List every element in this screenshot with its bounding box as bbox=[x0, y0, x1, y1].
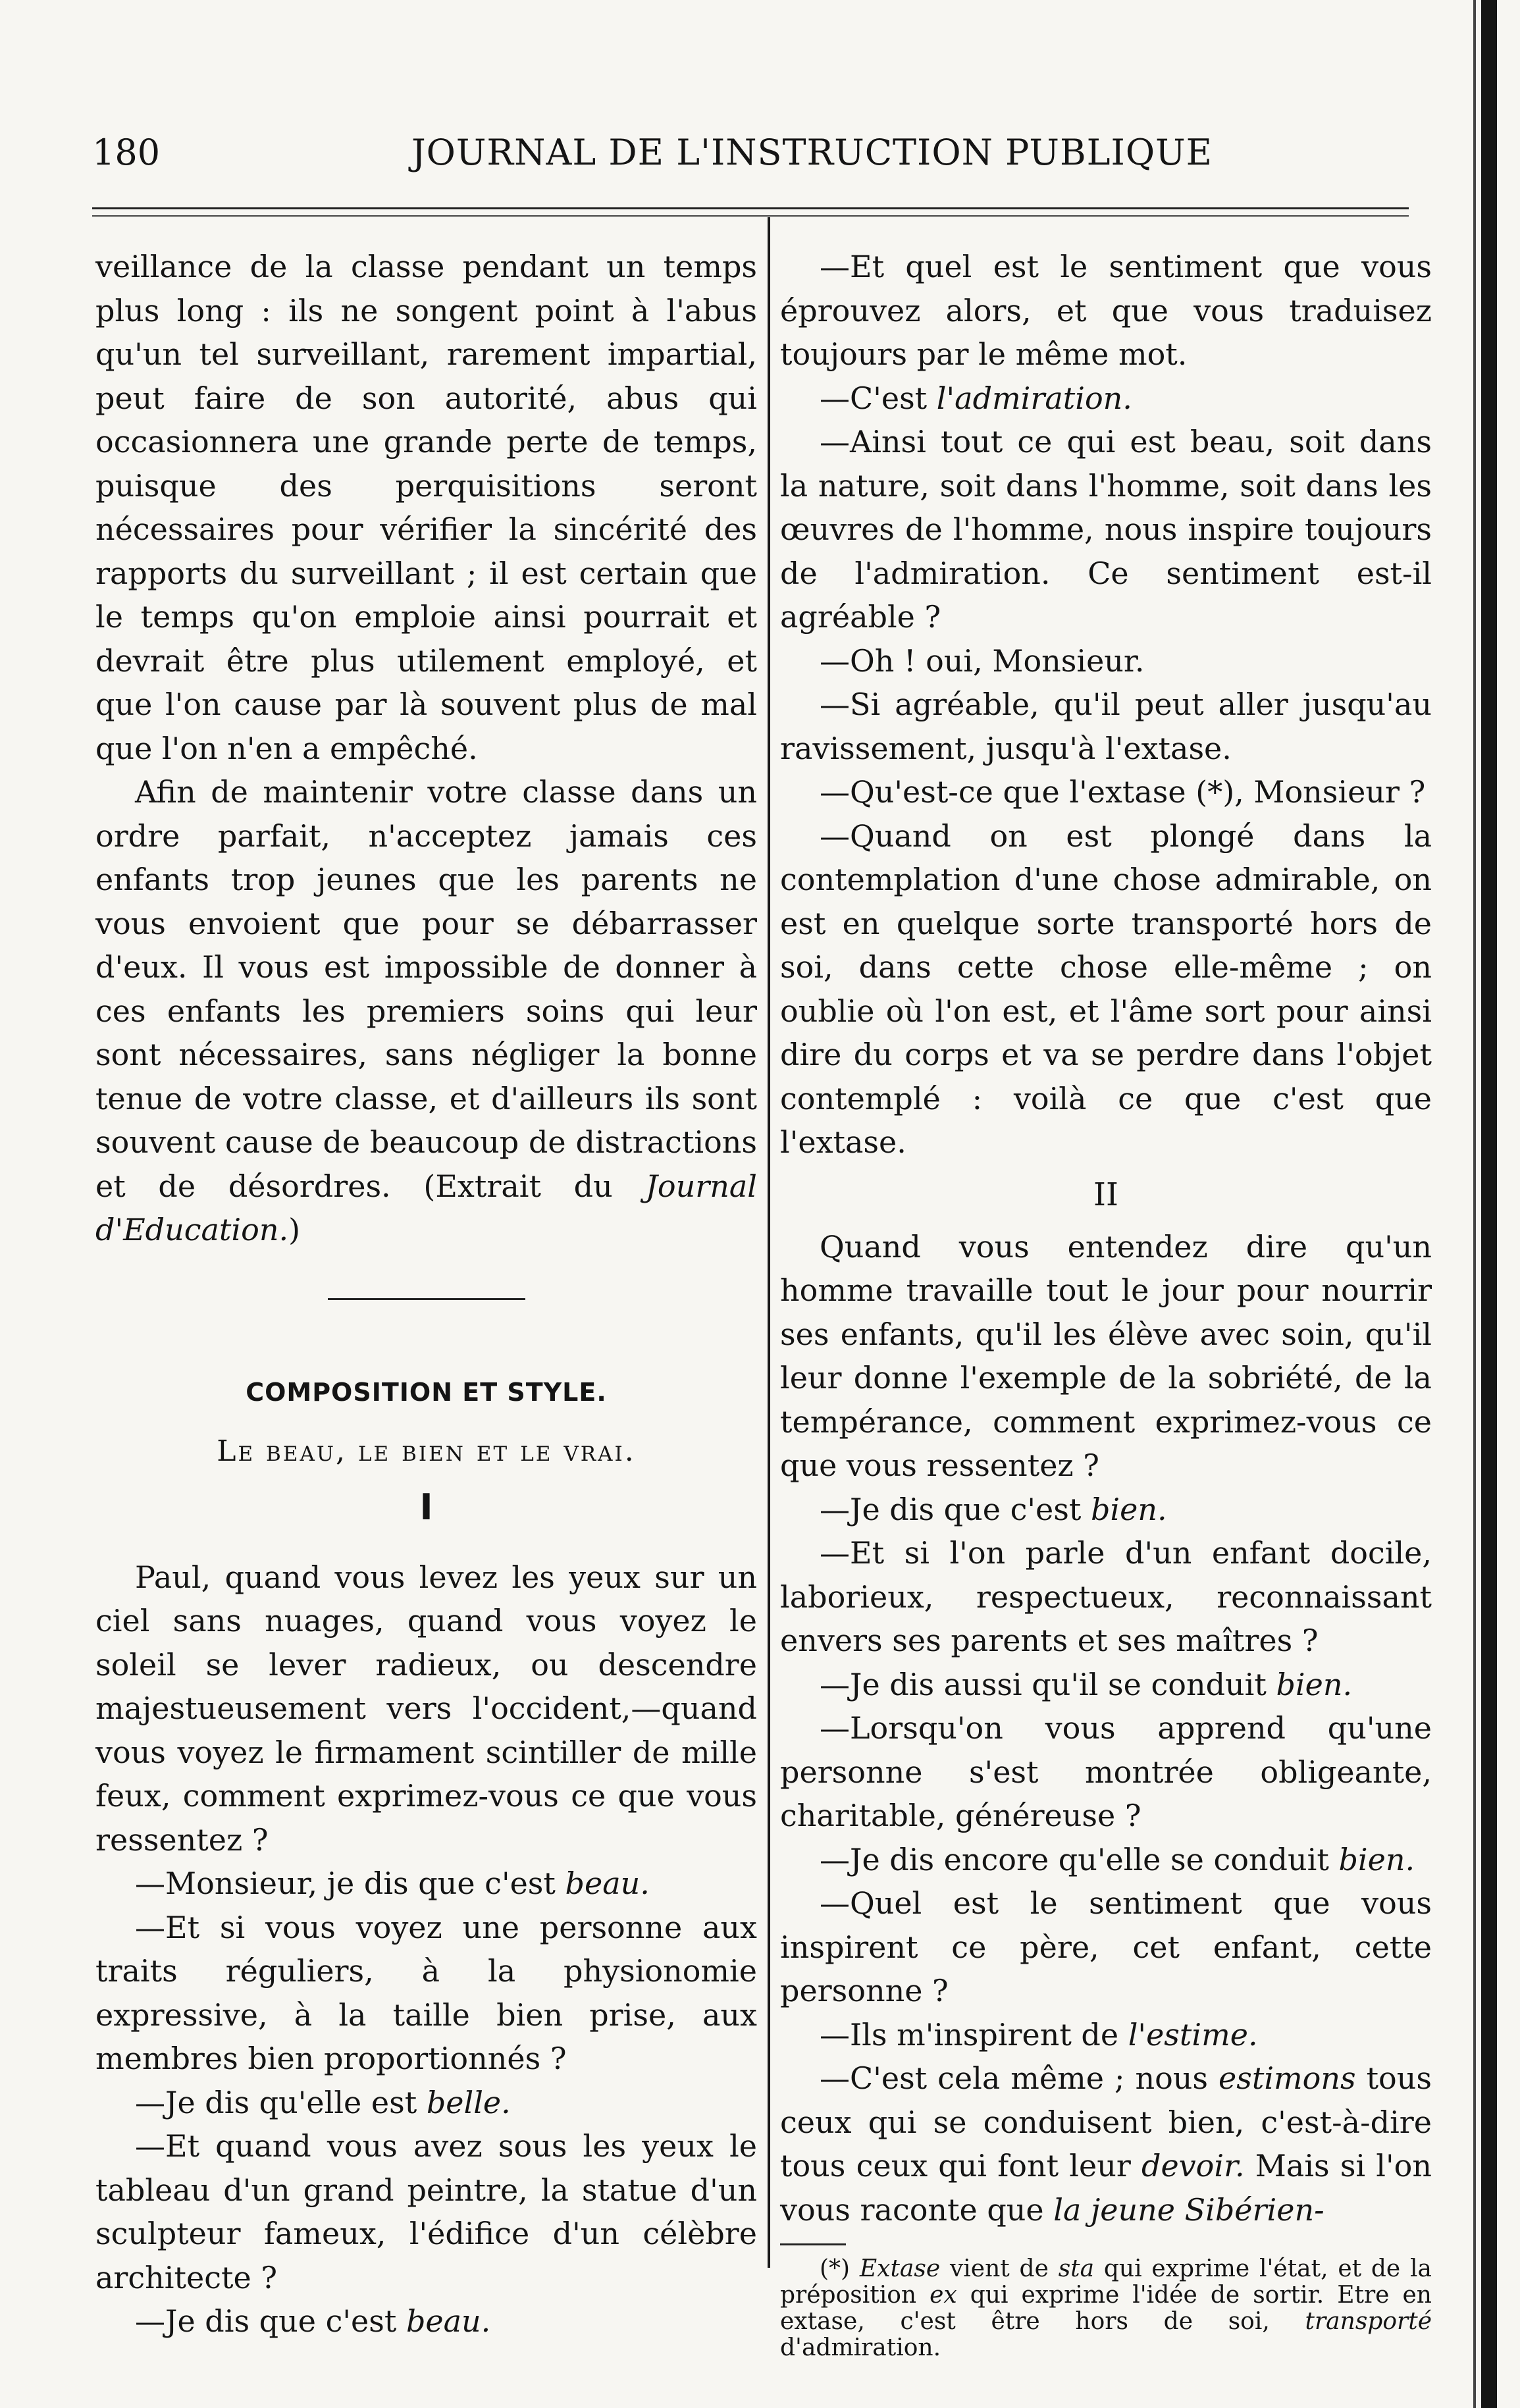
emphasized-word: sta bbox=[1058, 2255, 1095, 2282]
emphasized-word: l'estime. bbox=[1128, 2016, 1258, 2053]
dialogue-text: —Ils m'inspirent de bbox=[820, 2016, 1128, 2053]
emphasized-word: beau. bbox=[406, 2303, 491, 2339]
paragraph: —Lorsqu'on vous apprend qu'une personne s'est montrée obligeante, charitable, généreuse ? bbox=[780, 1710, 1432, 1833]
emphasized-word: Extase bbox=[859, 2255, 941, 2282]
emphasized-word: beau. bbox=[565, 1866, 650, 1901]
emphasized-word: bien. bbox=[1276, 1666, 1353, 1702]
journal-title: JOURNAL DE L'INSTRUCTION PUBLIQUE bbox=[411, 132, 1213, 173]
footnote-text: qui exprime l'idée de sortir. Etre en extase, c'est être hors de soi, bbox=[780, 2282, 1432, 2335]
paragraph: —Et si l'on parle d'un enfant docile, laborieux, respectueux, reconnaissant envers ses parents et ses maîtres ? bbox=[780, 1535, 1432, 1658]
paragraph bbox=[95, 770, 757, 1252]
source-title: Journal d'Education. bbox=[95, 1168, 757, 1247]
emphasized-word: belle. bbox=[426, 2084, 511, 2120]
paragraph: veillance de la classe pendant un temps plus long : ils ne songent point à l'abus qu'un tel surveillant, rarement impartial, peut faire de son autorité, abus qui occasionnera une grande perte de temps, puisque des perquisitions seront nécessaires pour vérifier la sincérité des rapports du surveillant ; il est certain que le temps qu'on emploie ainsi pourrait et devrait être plus utilement employé, et que l'on cause par là souvent plus de mal que l'on n'en a empêché. bbox=[95, 249, 757, 766]
footnote-text: vient de bbox=[940, 2255, 1059, 2282]
section-number: II bbox=[1093, 1176, 1118, 1213]
header-rule bbox=[92, 207, 1409, 209]
paragraph-text-end: ) bbox=[288, 1212, 301, 1247]
footnote bbox=[780, 2256, 1432, 2361]
dialogue-line: —Oh ! oui, Monsieur. bbox=[820, 642, 1145, 679]
section-number: I bbox=[419, 1486, 433, 1528]
dialogue-line bbox=[780, 1488, 1432, 1532]
dialogue-text: —Je dis que c'est bbox=[820, 1491, 1091, 1527]
paragraph: —Et quel est le sentiment que vous éprouvez alors, et que vous traduisez toujours par le même mot. bbox=[780, 249, 1432, 372]
footnote-text: qui exprime l'état, et de la préposition bbox=[780, 2255, 1432, 2309]
emphasized-word: devoir. bbox=[1141, 2148, 1245, 2184]
section-separator bbox=[328, 1298, 525, 1300]
section-heading: COMPOSITION ET STYLE. bbox=[246, 1377, 607, 1407]
dialogue-text: —Je dis aussi qu'il se conduit bbox=[820, 1666, 1276, 1702]
emphasized-word: transporté bbox=[1305, 2308, 1432, 2335]
paragraph bbox=[780, 2056, 1432, 2232]
paragraph: —Et si vous voyez une personne aux traits réguliers, à la physionomie expressive, à la taille bien prise, aux membres bien proportionnés ? bbox=[95, 1909, 757, 2076]
paragraph: —Si agréable, qu'il peut aller jusqu'au ravissement, jusqu'à l'extase. bbox=[780, 687, 1432, 766]
emphasized-word: estimons bbox=[1219, 2060, 1356, 2096]
dialogue-line bbox=[780, 1838, 1432, 1882]
left-column bbox=[95, 245, 757, 2343]
paragraph-text: —C'est cela même ; nous bbox=[820, 2060, 1219, 2096]
running-header bbox=[92, 132, 1409, 191]
footnote-rule bbox=[780, 2243, 846, 2245]
dialogue-text: —Je dis encore qu'elle se conduit bbox=[820, 1841, 1339, 1877]
dialogue-line: —Qu'est-ce que l'extase (*), Monsieur ? bbox=[820, 774, 1426, 810]
paragraph: —Et quand vous avez sous les yeux le tableau d'un grand peintre, la statue d'un sculpteur fameux, l'édifice d'un célèbre architecte ? bbox=[95, 2128, 757, 2295]
section-subtitle: Le beau, le bien et le vrai. bbox=[217, 1434, 636, 1468]
paragraph-text: tous ceux qui se conduisent bien, c'est-à-dire tous ceux qui font leur bbox=[780, 2060, 1432, 2184]
dialogue-line bbox=[780, 377, 1432, 421]
paragraph: —Quel est le sentiment que vous inspirent ce père, cet enfant, cette personne ? bbox=[780, 1885, 1432, 2008]
dialogue-text: —Je dis qu'elle est bbox=[135, 2084, 427, 2120]
dialogue-text: —C'est bbox=[820, 380, 937, 416]
page-number: 180 bbox=[92, 132, 161, 173]
footnote-text: d'admiration. bbox=[780, 2334, 941, 2361]
emphasized-word: la jeune Sibérien- bbox=[1053, 2191, 1324, 2228]
right-column bbox=[780, 245, 1432, 2361]
paragraph: Paul, quand vous levez les yeux sur un ciel sans nuages, quand vous voyez le soleil se lever radieux, ou descendre majestueusement vers l'occident,—quand vous voyez le firmament scintiller de mille feux, comment exprimez-vous ce que vous ressentez ? bbox=[95, 1559, 757, 1858]
dialogue-text: —Je dis que c'est bbox=[135, 2303, 406, 2339]
paragraph: Quand vous entendez dire qu'un homme travaille tout le jour pour nourrir ses enfants, qu'il les élève avec soin, qu'il leur donne l'exemple de la sobriété, de la tempérance, comment exprimez-vous ce que vous ressentez ? bbox=[780, 1228, 1432, 1483]
page-binding-edge bbox=[1481, 0, 1497, 2408]
paragraph-text: Mais si l'on vous raconte que bbox=[780, 2148, 1432, 2228]
footnote-marker: (*) bbox=[820, 2255, 860, 2282]
emphasized-word: bien. bbox=[1090, 1491, 1167, 1527]
dialogue-line bbox=[780, 2013, 1432, 2057]
dialogue-line bbox=[95, 1862, 757, 1906]
emphasized-word: bien. bbox=[1338, 1841, 1415, 1877]
dialogue-line bbox=[780, 1663, 1432, 1707]
emphasized-word: ex bbox=[930, 2282, 957, 2309]
dialogue-line bbox=[95, 2299, 757, 2343]
page-edge-shadow bbox=[1473, 0, 1476, 2408]
emphasized-word: l'admiration. bbox=[936, 380, 1132, 416]
paragraph: —Quand on est plongé dans la contemplation d'une chose admirable, on est en quelque sorte transporté hors de soi, dans cette chose elle-même ; on oublie où l'on est, et l'âme sort pour ainsi dire du corps et va se perdre dans l'objet contemplé : voilà ce que c'est que l'extase. bbox=[780, 818, 1432, 1160]
header-rule-secondary bbox=[92, 215, 1409, 217]
column-divider bbox=[768, 217, 770, 2268]
paragraph: —Ainsi tout ce qui est beau, soit dans la nature, soit dans l'homme, soit dans les œuvres de l'homme, nous inspire toujours de l'admiration. Ce sentiment est-il agréable ? bbox=[780, 424, 1432, 635]
dialogue-line bbox=[95, 2081, 757, 2125]
paragraph-text: Afin de maintenir votre classe dans un ordre parfait, n'acceptez jamais ces enfants trop jeunes que les parents ne vous envoient que pour se débarrasser d'eux. Il vous est impossible de donner à ces enfants les premiers soins qui leur sont nécessaires, sans négliger la bonne tenue de votre classe, et d'ailleurs ils sont souvent cause de beaucoup de distractions et de désordres. (Extrait du bbox=[95, 774, 757, 1204]
dialogue-text: —Monsieur, je dis que c'est bbox=[135, 1866, 565, 1901]
